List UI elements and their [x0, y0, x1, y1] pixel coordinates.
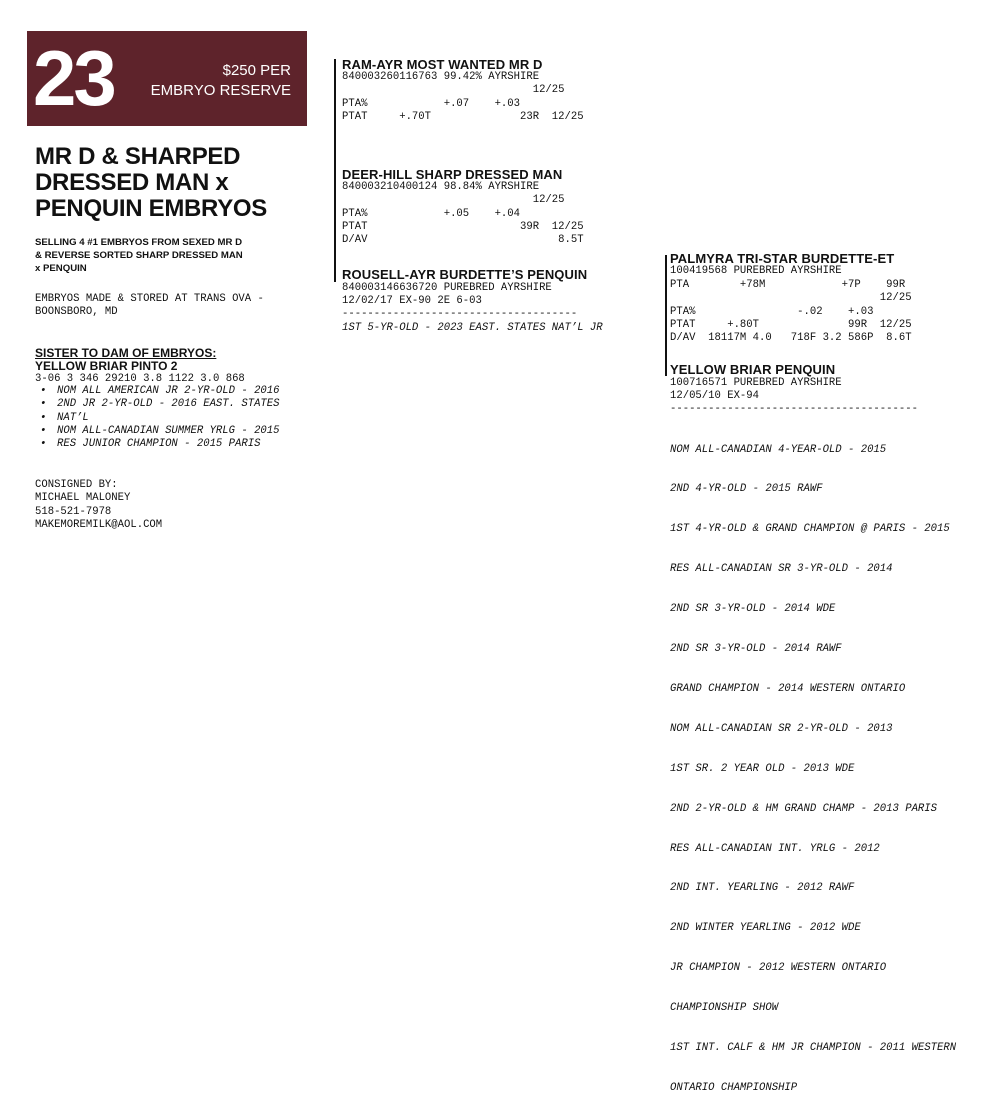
genetic-row: 12/25	[670, 292, 912, 304]
award-item: • RES JUNIOR CHAMPION - 2015 PARIS	[40, 438, 261, 451]
selling-description	[35, 236, 315, 275]
award-item: 1ST INT. CALF & HM JR CHAMPION - 2011 WESTERN	[670, 1041, 957, 1054]
award-item: RES ALL-CANADIAN INT. YRLG - 2012	[670, 842, 880, 855]
pedigree-divider	[665, 255, 667, 376]
granddam-classification: 12/05/10 EX-94	[670, 390, 760, 402]
granddam-divider: ---------------------------------------	[670, 403, 918, 415]
lot-title	[35, 144, 325, 222]
embryo-storage-note	[35, 293, 264, 320]
genetic-row: 12/25	[342, 194, 565, 206]
award-item: 2ND 4-YR-OLD - 2015 RAWF	[670, 483, 823, 496]
award-text: 2ND JR 2-YR-OLD - 2016 EAST. STATES	[57, 398, 280, 411]
granddam-awards-list	[670, 417, 956, 1108]
title-line: MR D & SHARPED	[35, 143, 241, 170]
award-text: NAT’L	[57, 411, 89, 424]
award-item: CHAMPIONSHIP SHOW	[670, 1002, 779, 1015]
sire-name: DEER-HILL SHARP DRESSED MAN	[342, 167, 563, 182]
dam-registration: 840003146636720 PUREBRED AYRSHIRE	[342, 282, 552, 294]
title-line: DRESSED MAN x	[35, 169, 229, 196]
award-item: RES ALL-CANADIAN SR 3-YR-OLD - 2014	[670, 563, 893, 576]
genetic-row: PTAT 39R 12/25	[342, 221, 584, 233]
award-item: 2ND INT. YEARLING - 2012 RAWF	[670, 882, 855, 895]
selling-line: & REVERSE SORTED SHARP DRESSED MAN	[35, 250, 243, 261]
dam-award: 1ST 5-YR-OLD - 2023 EAST. STATES NAT’L JR	[342, 322, 603, 334]
dam-name: ROUSELL-AYR BURDETTE’S PENQUIN	[342, 267, 588, 282]
award-item: JR CHAMPION - 2012 WESTERN ONTARIO	[670, 962, 887, 975]
genetic-row: 12/25	[342, 84, 565, 96]
storage-line: EMBRYOS MADE & STORED AT TRANS OVA -	[35, 293, 264, 305]
granddam-sire-name: PALMYRA TRI-STAR BURDETTE-ET	[670, 251, 895, 266]
sire-registration: 840003210400124 98.84% AYRSHIRE	[342, 181, 540, 193]
award-item: 1ST 4-YR-OLD & GRAND CHAMPION @ PARIS - 2015	[670, 523, 950, 536]
selling-line: SELLING 4 #1 EMBRYOS FROM SEXED MR D	[35, 237, 243, 248]
award-text: RES JUNIOR CHAMPION - 2015 PARIS	[57, 438, 261, 451]
granddam-registration: 100716571 PUREBRED AYRSHIRE	[670, 377, 842, 389]
consignor-email: MAKEMOREMILK@AOL.COM	[35, 518, 163, 531]
consignor-phone: 518-521-7978	[35, 505, 112, 518]
award-item: NOM ALL-CANADIAN 4-YEAR-OLD - 2015	[670, 443, 887, 456]
lot-reserve: EMBRYO RESERVE	[150, 82, 291, 99]
sire-registration: 840003260116763 99.42% AYRSHIRE	[342, 71, 540, 83]
award-item: 2ND SR 3-YR-OLD - 2014 WDE	[670, 603, 836, 616]
award-item: • 2ND JR 2-YR-OLD - 2016 EAST. STATES	[40, 398, 280, 411]
award-item: • NOM ALL-CANADIAN SUMMER YRLG - 2015	[40, 424, 280, 437]
award-item: ONTARIO CHAMPIONSHIP	[670, 1081, 798, 1094]
lot-price: $250 PER	[222, 62, 291, 79]
selling-line: x PENQUIN	[35, 263, 87, 274]
award-text: NOM ALL-CANADIAN SUMMER YRLG - 2015	[57, 424, 280, 437]
sister-heading: SISTER TO DAM OF EMBRYOS:	[35, 346, 217, 360]
title-line: PENQUIN EMBRYOS	[35, 195, 267, 222]
award-item: • NAT’L	[40, 411, 89, 424]
award-item: GRAND CHAMPION - 2014 WESTERN ONTARIO	[670, 682, 906, 695]
genetic-row: PTAT +.80T 99R 12/25	[670, 319, 912, 331]
genetic-row: PTA +78M +7P 99R	[670, 279, 906, 291]
genetic-row: PTAT +.70T 23R 12/25	[342, 111, 584, 123]
sister-awards-list	[40, 385, 280, 451]
pedigree-divider	[334, 59, 336, 282]
lot-number: 23	[33, 34, 114, 122]
award-item: 2ND WINTER YEARLING - 2012 WDE	[670, 922, 861, 935]
sister-record: 3-06 3 346 29210 3.8 1122 3.0 868	[35, 373, 245, 385]
award-item: 2ND 2-YR-OLD & HM GRAND CHAMP - 2013 PARIS	[670, 802, 938, 815]
award-text: NOM ALL AMERICAN JR 2-YR-OLD - 2016	[57, 385, 280, 397]
granddam-name: YELLOW BRIAR PENQUIN	[670, 362, 836, 377]
dam-classification: 12/02/17 EX-90 2E 6-03	[342, 295, 482, 307]
genetic-row: PTA% +.05 +.04	[342, 208, 521, 220]
award-item: • NOM ALL AMERICAN JR 2-YR-OLD - 2016	[40, 385, 280, 397]
granddam-sire-registration: 100419568 PUREBRED AYRSHIRE	[670, 265, 842, 277]
sire-name: RAM-AYR MOST WANTED MR D	[342, 57, 543, 72]
genetic-row: PTA% +.07 +.03	[342, 98, 521, 110]
award-item: NOM ALL-CANADIAN SR 2-YR-OLD - 2013	[670, 722, 893, 735]
consignor-info	[35, 479, 162, 532]
consignor-label: CONSIGNED BY:	[35, 479, 118, 491]
award-item: 2ND SR 3-YR-OLD - 2014 RAWF	[670, 643, 842, 656]
dam-divider: -------------------------------------	[342, 308, 578, 320]
consignor-name: MICHAEL MALONEY	[35, 492, 131, 505]
genetic-row: D/AV 8.5T	[342, 234, 584, 246]
sister-name: YELLOW BRIAR PINTO 2	[35, 359, 178, 373]
storage-line: BOONSBORO, MD	[35, 306, 118, 319]
genetic-row: D/AV 18117M 4.0 718F 3.2 586P 8.6T	[670, 332, 912, 344]
award-item: 1ST SR. 2 YEAR OLD - 2013 WDE	[670, 762, 855, 775]
genetic-row: PTA% -.02 +.03	[670, 306, 874, 318]
